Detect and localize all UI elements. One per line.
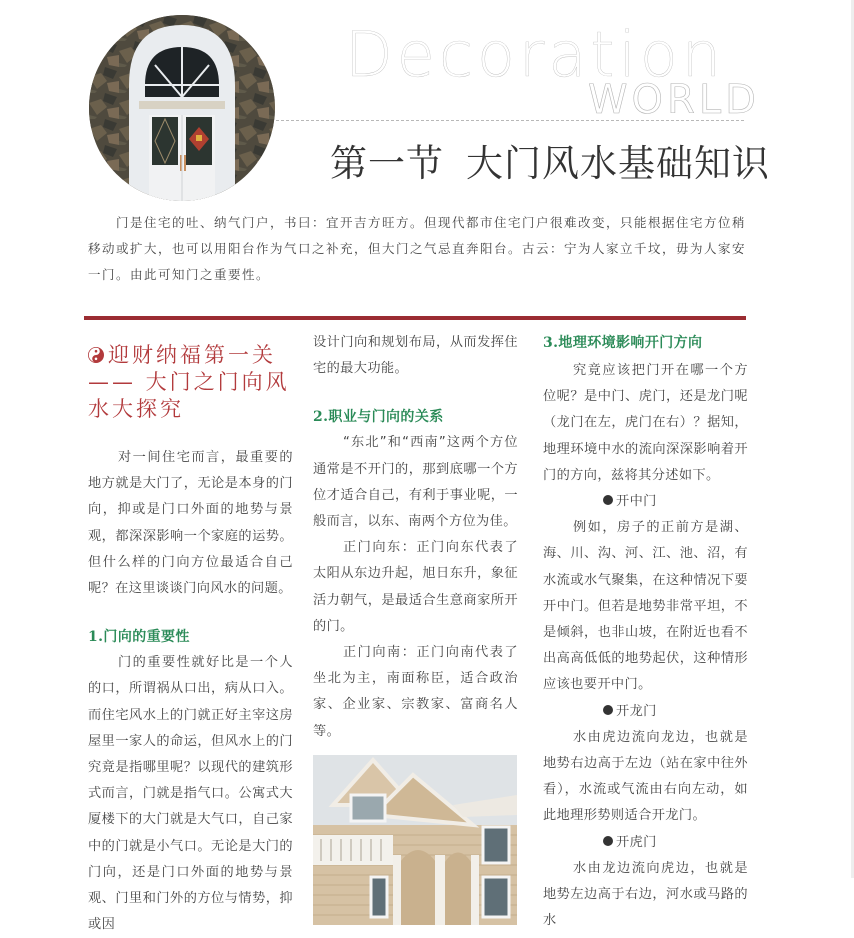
paragraph: 水由虎边流向龙边，也就是地势右边高于左边（站在家中往外看），水流或气流由右向左动，如此地理形势则适合开龙门。 (543, 729, 748, 824)
paragraph: 正门向南：正门向南代表了坐北为主，南面称臣，适合政治家、企业家、宗教家、富商名人等。 (313, 645, 518, 739)
subheading-importance: 1.门向的重要性 (88, 629, 190, 646)
black-dot-icon (603, 495, 613, 505)
paragraph: 水由龙边流向虎边，也就是地势左边高于右边，河水或马路的水 (543, 860, 748, 929)
page-title (330, 142, 770, 186)
paragraph: “东北”和“西南”这两个方位通常是不开门的，那到底哪一个方位才适合自己，有利于事业呢，一般而言，以东、南两个方位为佳。 (313, 435, 518, 530)
dashed-divider (276, 120, 744, 121)
paragraph: 究竟应该把门开在哪一个方位呢？是中门、虎门，还是龙门呢（龙门在左，虎门在右）？据知，地理环境中水的流向深深影响着开门的方向，兹将其分述如下。 (543, 363, 748, 483)
intro-paragraph: 门是住宅的吐、纳气门户，书曰：宜开吉方旺方。但现代都市住宅门户很难改变，只能根据住宅方位稍移动或扩大，也可以用阳台作为气口之补充，但大门之气忌直奔阳台。古云：宁为人家立千坟，毋为人家安一门。由此可知门之重要性。 (88, 215, 747, 282)
black-dot-icon (603, 836, 613, 846)
world-word: WORLD (588, 77, 760, 123)
column-2 (313, 330, 518, 925)
subheading-career: 2.职业与门向的关系 (313, 409, 444, 426)
house-photo (313, 755, 517, 925)
yin-yang-icon (88, 347, 104, 363)
section-title-text: 大门风水基础知识 (466, 142, 770, 185)
main-heading (88, 342, 293, 423)
door-photo (89, 15, 275, 201)
bullet-item (543, 699, 748, 725)
paragraph: 例如，房子的正前方是湖、海、川、沟、河、江、池、沼，有水流或水气聚集，在这种情况下要开中门。但若是地势非常平坦，不是倾斜，也非山坡，在附近也看不出高高低低的地势起伏，这种情形应该也要开中门。 (543, 520, 748, 693)
paragraph: 设计门向和规划布局，从而发挥住宅的最大功能。 (313, 335, 518, 377)
main-heading-text: 迎财纳福第一关—— 大门之门向风水大探究 (88, 343, 290, 421)
subheading-environment: 3.地理环境影响开门方向 (543, 335, 703, 351)
bullet-label: 开虎门 (616, 834, 657, 850)
column-1 (88, 330, 293, 938)
black-dot-icon (603, 705, 613, 715)
bullet-label: 开龙门 (616, 703, 657, 719)
paragraph: 正门向东：正门向东代表了太阳从东边升起，旭日东升，象征活力朝气，是最适合生意商家所开的门。 (313, 540, 518, 634)
decoration-word: Decoration (345, 18, 726, 91)
red-divider (84, 316, 746, 320)
paragraph: 门的重要性就好比是一个人的口，所谓祸从口出，病从口入。而住宅风水上的门就正好主宰这房屋里一家人的命运，但风水上的门究竟是指哪里呢？以现代的建筑形式而言，门就是指气口。公寓式大厦楼下的大门就是大气口，自己家中的门就是小气口。无论是大门的门向，还是门口外面的地势与景观、门里和门外的方位与情势，抑或因 (88, 655, 293, 933)
bullet-label: 开中门 (616, 494, 657, 510)
bullet-item (543, 830, 748, 856)
section-number: 第一节 (330, 142, 444, 185)
bullet-item (543, 489, 748, 515)
paragraph: 对一间住宅而言，最重要的地方就是大门了，无论是本身的门向，抑或是门口外面的地势与景观，都深深影响一个家庭的运势。但什么样的门向方位最适合自己呢？在这里谈谈门向风水的问题。 (88, 450, 293, 597)
column-3 (543, 330, 748, 934)
